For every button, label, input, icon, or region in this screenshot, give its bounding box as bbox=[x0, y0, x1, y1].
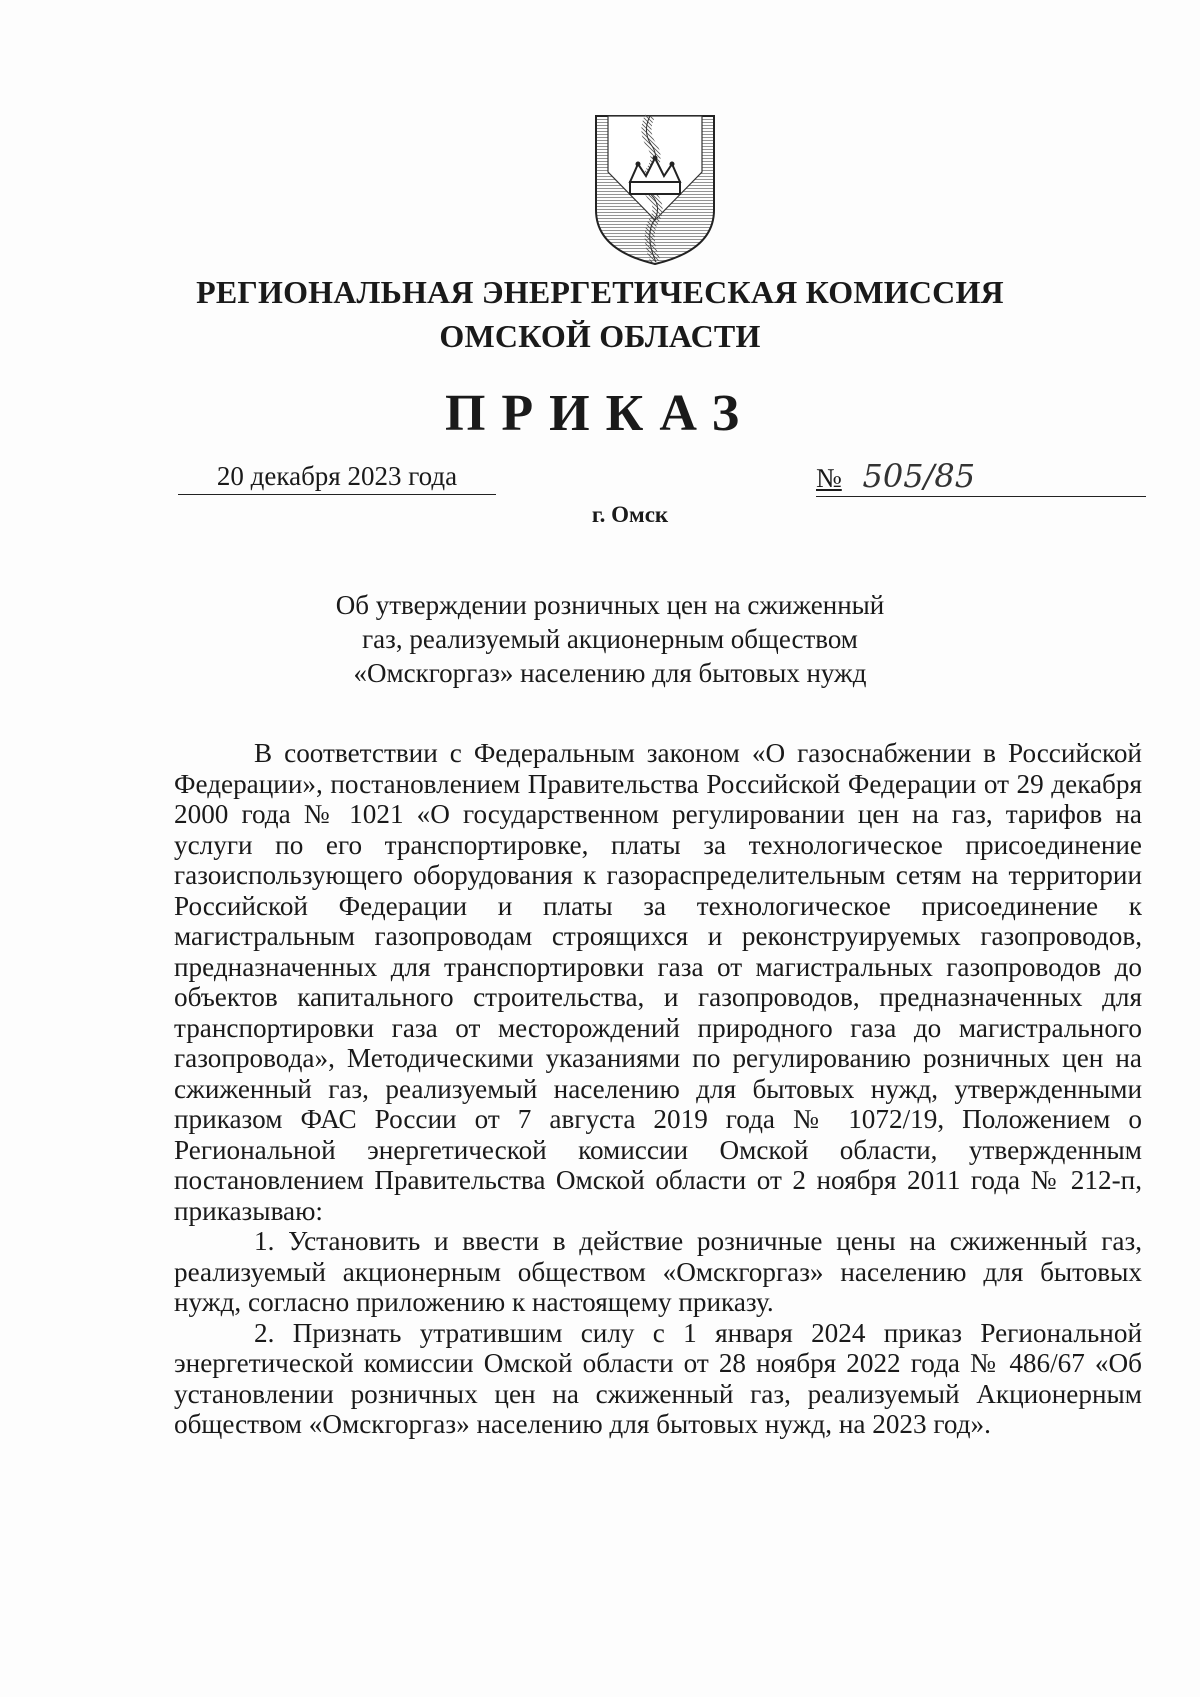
organization-name-line-1: РЕГИОНАЛЬНАЯ ЭНЕРГЕТИЧЕСКАЯ КОМИССИЯ bbox=[196, 274, 1004, 310]
document-date bbox=[178, 458, 496, 495]
document-city: г. Омск bbox=[591, 502, 669, 527]
handwritten-number: 505/85 bbox=[862, 457, 976, 495]
preamble-paragraph: В соответствии с Федеральным законом «О газоснабжении в Российской Федерации», постановлением Правительства Российской Федерации от 29 декабря 2000 года № 1021 «О государственном регулировании цен на газ, тарифов на услуги по его транспортировке, платы за технологическое присоединение газоиспользующего оборудования к газораспределительным сетям на территории Российской Федерации и платы за технологическое присоединение к магистральным газопроводам строящихся и реконструируемых газопроводов, предназначенных для транспортировки газа от магистральных газопроводов до объектов капитального строительства, и газопроводов, предназначенных для транспортировки газа от месторождений природного газа до магистрального газопровода», Методическими указаниями по регулированию розничных цен на сжиженный газ, реализуемый населению для бытовых нужд, утвержденными приказом ФАС России от 7 августа 2019 года № 1072/19, Положением о Региональной энергетической комиссии Омской области, утвержденным постановлением Правительства Омской области от 2 ноября 2011 года № 212-п, приказываю: bbox=[174, 738, 1142, 1226]
organization-name-line-2: ОМСКОЙ ОБЛАСТИ bbox=[439, 318, 761, 354]
document-number bbox=[816, 458, 1146, 497]
document-date-text: 20 декабря 2023 года bbox=[216, 461, 458, 491]
subject-line-1: Об утверждении розничных цен на сжиженный bbox=[335, 590, 885, 620]
document-type-title: ПРИКАЗ bbox=[444, 385, 756, 442]
order-item-2: 2. Признать утратившим силу с 1 января 2024 приказ Региональной энергетической комиссии Омской области от 28 ноября 2022 года № 486/67 «Об установлении розничных цен на сжиженный газ, реализуемый Акционерным обществом «Омскгоргаз» населению для бытовых нужд, на 2023 год». bbox=[174, 1317, 1142, 1439]
subject-line-2: газ, реализуемый акционерным обществом bbox=[362, 624, 858, 654]
document-body bbox=[174, 738, 1142, 1440]
order-item-1: 1. Установить и ввести в действие розничные цены на сжиженный газ, реализуемый акционерным обществом «Омскгоргаз» населению для бытовых нужд, согласно приложению к настоящему приказу. bbox=[174, 1226, 1142, 1317]
subject-line-3: «Омскгоргаз» населению для бытовых нужд bbox=[353, 658, 867, 688]
omsk-coat-of-arms-emblem bbox=[590, 112, 720, 268]
number-sign: № bbox=[816, 463, 842, 493]
